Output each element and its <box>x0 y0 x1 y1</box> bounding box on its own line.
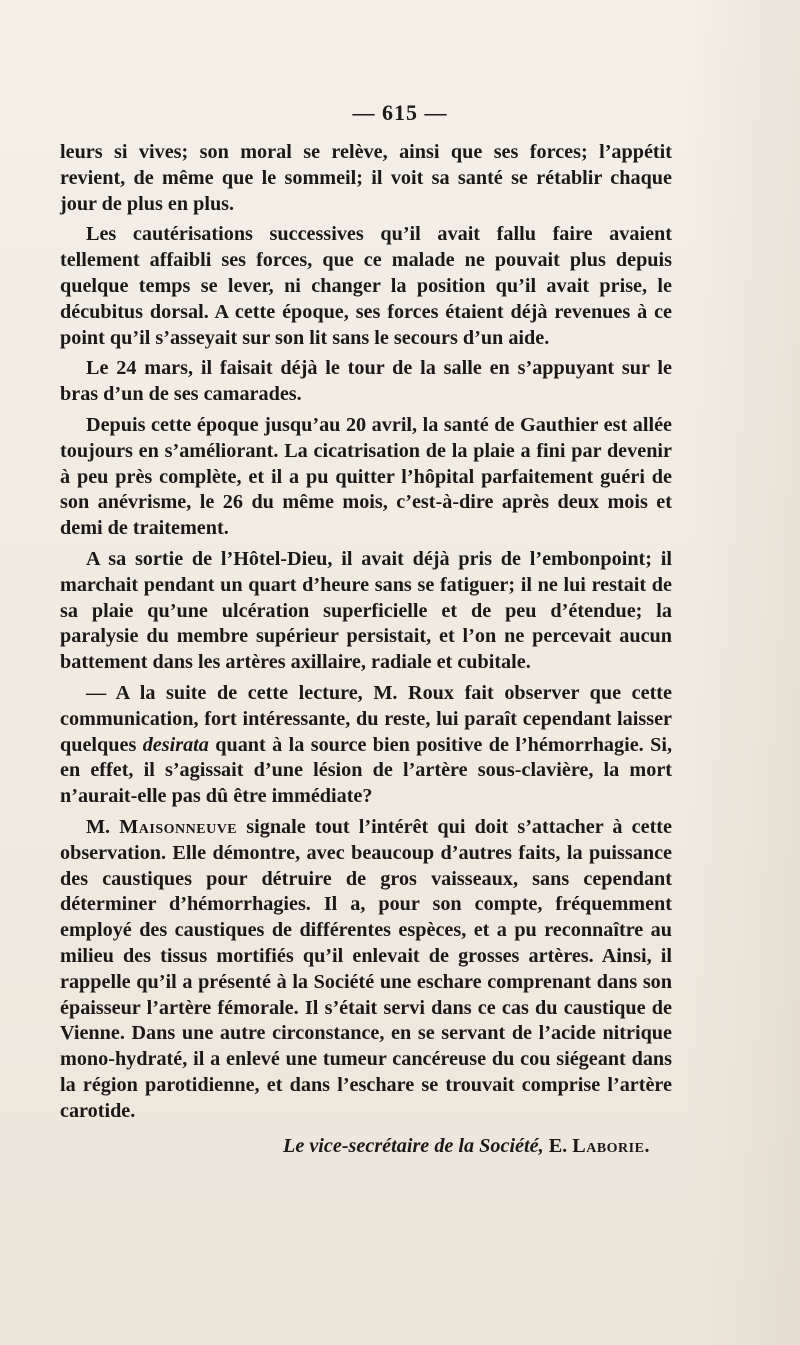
signature-title: Le vice-secrétaire de la Société, <box>283 1135 544 1158</box>
paragraph-24-mars: Le 24 mars, il faisait déjà le tour de la salle en s’appuyant sur le bras d’un de ses camarades. <box>60 357 672 406</box>
paragraph-cauterisations: Les cautérisations successives qu’il avait fallu faire avaient tellement affaibli ses forces, que ce malade ne pouvait plus depuis quelque temps se lever, ni changer la position qu’il avait prise, le décubitus dorsal. A cette époque, ses forces étaient déjà revenues à ce point qu’il s’asseyait sur son lit sans le secours d’un aide. <box>60 223 672 349</box>
paragraph-sortie: A sa sortie de l’Hôtel-Dieu, il avait déjà pris de l’embonpoint; il marchait pendant un quart d’heure sans se fatiguer; il ne lui restait de sa plaie qu’une ulcération superficielle et de peu d’étendue; la paralysie du membre supérieur persistait, et l’on ne percevait aucun battement dans les artères axillaire, radiale et cubitale. <box>60 547 672 674</box>
paragraph-roux <box>60 681 672 810</box>
roux-text-before: — A la suite de cette lecture, M. Roux fait observer que cette communication, fort intéressante, du reste, lui paraît cependant laisser quelques <box>60 681 672 756</box>
signature-name: Laborie. <box>572 1135 650 1158</box>
page-number: — 615 — <box>352 100 448 125</box>
maisonneuve-name: Maisonneuve <box>119 815 238 838</box>
paragraph-maisonneuve <box>60 815 672 1125</box>
body-text <box>60 140 672 1160</box>
roux-italic-word: desirata <box>142 733 209 756</box>
paragraph-20-avril: Depuis cette époque jusqu’au 20 avril, la santé de Gauthier est allée toujours en s’améliorant. La cicatrisation de la plaie a fini par devenir à peu près complète, et il a pu quitter l’hôpital parfaitement guéri de son anévrisme, le 26 du même mois, c’est-à-dire après deux mois et demi de traitement. <box>60 413 672 540</box>
maisonneuve-prefix: M. <box>86 815 120 838</box>
page-edge-shadow <box>690 0 800 1345</box>
maisonneuve-text: signale tout l’intérêt qui doit s’attacher à cette observation. Elle démontre, avec beaucoup d’autres faits, la puissance des caustiques pour détruire de gros vaisseaux, sans cependant déterminer d’hémorrhagies. Il a, pour son compte, fréquemment employé des caustiques de différentes espèces, et a pu reconnaître au milieu des tissus mortifiés qu’il enlevait de grosses artères. Ainsi, il rappelle qu’il a présenté à la Société une eschare comprenant dans son épaisseur l’artère fémorale. Il s’était servi dans ce cas du caustique de Vienne. Dans une autre circonstance, en se servant de l’acide nitrique mono-hydraté, il a enlevé une tumeur cancéreuse du cou siégeant dans la région parotidienne, et dans l’eschare se trouvait comprise l’artère carotide. <box>60 815 672 1122</box>
signature <box>60 1134 672 1160</box>
paragraph-continued: leurs si vives; son moral se relève, ainsi que ses forces; l’appétit revient, de même que le sommeil; il voit sa santé se rétablir chaque jour de plus en plus. <box>60 141 672 215</box>
signature-initial: E. <box>548 1135 568 1158</box>
roux-text-after: quant à la source bien positive de l’hémorrhagie. Si, en effet, il s’agissait d’une lésion de l’artère sous-clavière, la mort n’aurait-elle pas dû être immédiate? <box>60 733 672 808</box>
